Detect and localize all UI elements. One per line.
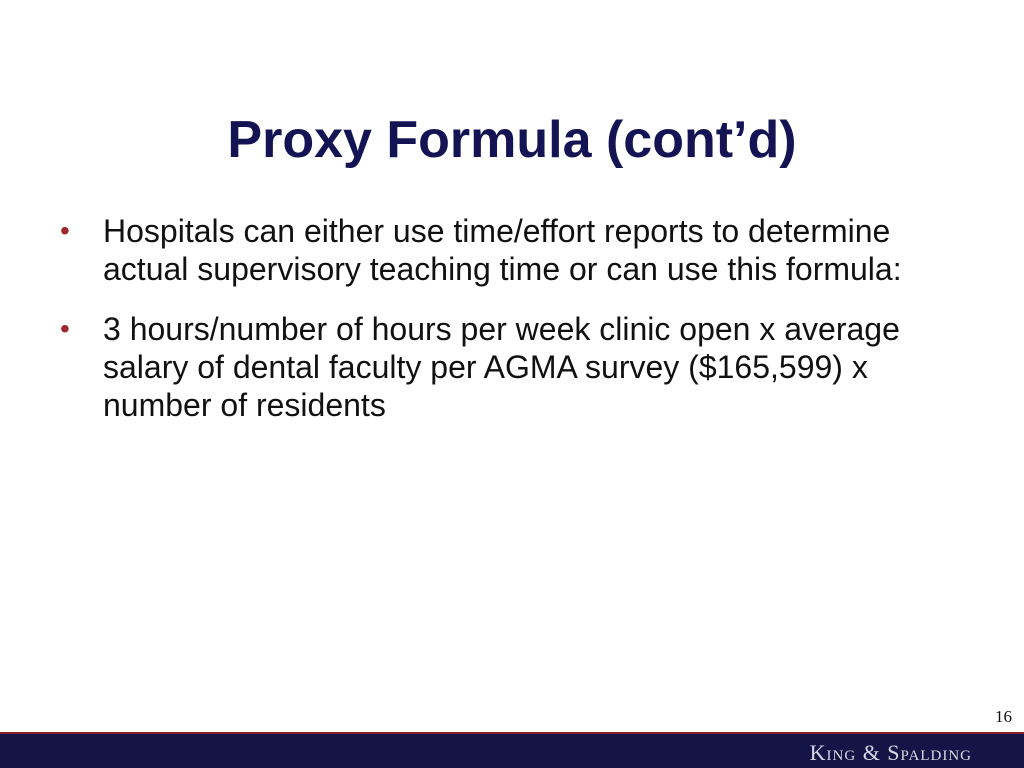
footer-bar: [0, 732, 1024, 768]
bullet-marker: •: [60, 215, 70, 246]
bullet-marker: •: [60, 313, 70, 344]
bullet-item: [60, 212, 960, 288]
page-number: 16: [995, 707, 1012, 726]
slide-title: Proxy Formula (cont’d): [227, 111, 797, 169]
footer-logo: King & Spalding: [809, 740, 972, 765]
bullet-item: [60, 310, 960, 424]
bullet-list: [60, 212, 960, 446]
bullet-text: 3 hours/number of hours per week clinic open x average salary of dental faculty per AGMA survey ($165,599) x number of residents: [103, 311, 900, 423]
bullet-text: Hospitals can either use time/effort reports to determine actual supervisory teaching time or can use this formula:: [103, 213, 902, 287]
